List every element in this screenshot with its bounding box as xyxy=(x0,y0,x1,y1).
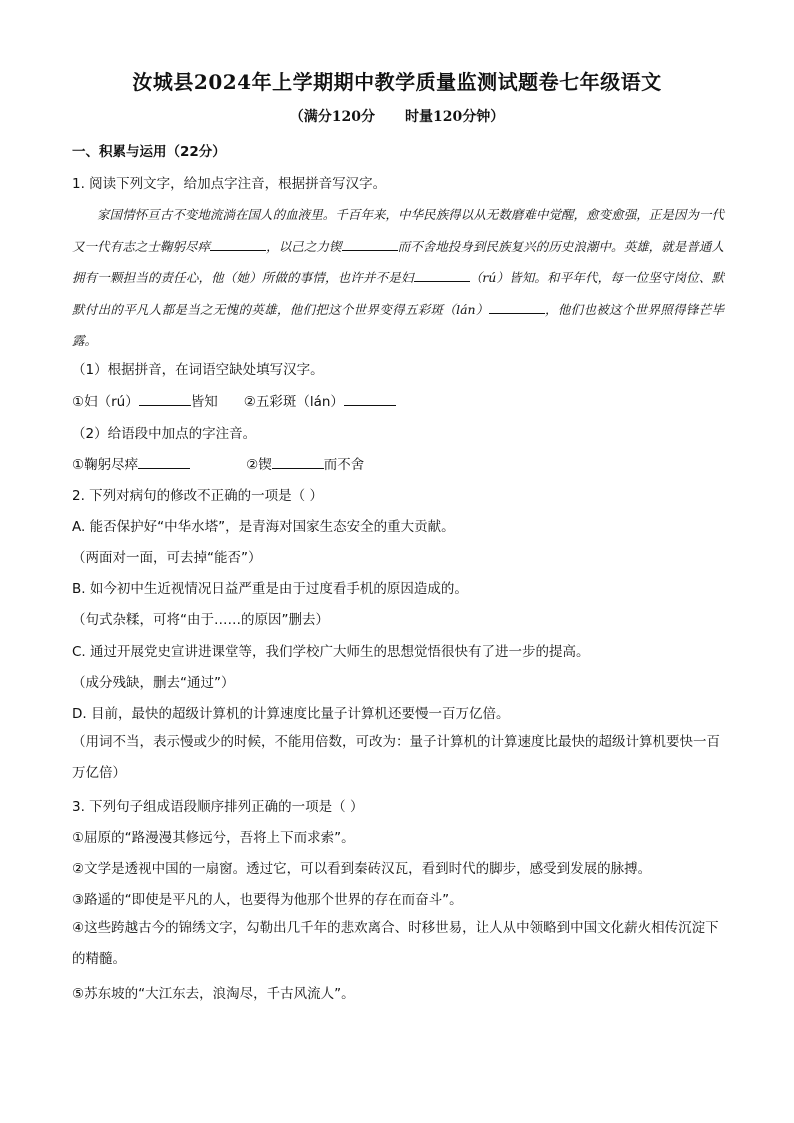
answer-blank[interactable] xyxy=(344,393,396,406)
q1-sub1-answers xyxy=(72,390,396,410)
passage-part-1: 家国情怀亘古不变地流淌在国人的血液里。千百年来，中华民族得以从无数磨难中觉醒，愈变愈强，正是因为一代又一代有志之士鞠躬尽瘁 xyxy=(72,207,724,254)
passage-part-5: ，他们也被这个世界照得锋芒毕露。 xyxy=(72,301,724,349)
passage-part-3: 而不舍地投身到民族复兴的历史浪潮中。英雄，就是普通人拥有一颗担当的责任心，他（她）所做的事情，也许并不是妇 xyxy=(72,238,724,286)
subtitle-time: 时量120分钟） xyxy=(405,109,505,125)
q2-option-d: D. 目前，最快的超级计算机的计算速度比量子计算机还要慢一百万亿倍。 xyxy=(72,706,510,722)
answer-blank[interactable] xyxy=(342,238,398,251)
q3-sentence-4: ④这些跨越古今的锦绣文字，勾勒出几千年的悲欢离合、时移世易，让人从中领略到中国文化薪火相传沉淀下的精髓。 xyxy=(72,920,719,967)
answer-blank[interactable] xyxy=(489,301,545,314)
q1-sub2: （2）给语段中加点的字注音。 xyxy=(72,426,257,442)
exam-title: 汝城县2024年上学期期中教学质量监测试题卷七年级语文 xyxy=(132,70,662,94)
q2-option-c-note: （成分残缺，删去“通过”） xyxy=(72,675,235,691)
answer-blank[interactable] xyxy=(210,238,266,251)
exam-subtitle xyxy=(0,106,794,126)
q1-sub2-answers xyxy=(72,453,364,473)
q1-stem: 1. 阅读下列文字，给加点字注音，根据拼音写汉字。 xyxy=(72,176,387,192)
q2-option-b-note: （句式杂糅，可将“由于……的原因”删去） xyxy=(72,612,329,628)
q3-sentence-2: ②文学是透视中国的一扇窗。透过它，可以看到秦砖汉瓦，看到时代的脚步，感受到发展的脉搏。 xyxy=(72,861,652,877)
passage-part-4: （rú）皆知。和平年代，每一位坚守岗位、默默付出的平凡人都是当之无愧的英雄，他们把这个世界变得五彩斑（lán） xyxy=(72,270,724,317)
q2-option-d-note: （用词不当，表示慢或少的时候，不能用倍数，可改为：量子计算机的计算速度比最快的超级计算机要快一百万亿倍） xyxy=(72,734,720,781)
subtitle-score: （满分120分 xyxy=(289,109,375,125)
answer-blank[interactable] xyxy=(272,456,324,469)
sub2-item-b-tail: 而不舍 xyxy=(323,457,365,473)
sub1-item-b: ②五彩斑（lán） xyxy=(243,394,344,410)
answer-blank[interactable] xyxy=(138,456,190,469)
answer-blank[interactable] xyxy=(414,269,470,282)
passage-part-2: ，以己之力锲 xyxy=(266,238,342,254)
q3-sentence-3: ③路遥的“即使是平凡的人，也要得为他那个世界的存在而奋斗”。 xyxy=(72,892,463,908)
q3-sentence-5: ⑤苏东坡的“大江东去，浪淘尽，千古风流人”。 xyxy=(72,986,355,1002)
q1-sub1: （1）根据拼音，在词语空缺处填写汉字。 xyxy=(72,362,324,378)
section-heading: 一、积累与运用（22分） xyxy=(72,144,226,160)
q2-option-b: B. 如今初中生近视情况日益严重是由于过度看手机的原因造成的。 xyxy=(72,581,468,597)
q3-sentence-1: ①屈原的“路漫漫其修远兮，吾将上下而求索”。 xyxy=(72,830,355,846)
sub1-item-a: ①妇（rú） xyxy=(72,394,139,410)
q2-option-c: C. 通过开展党史宣讲进课堂等，我们学校广大师生的思想觉悟很快有了进一步的提高。 xyxy=(72,644,590,660)
q1-passage xyxy=(72,199,724,357)
q2-stem: 2. 下列对病句的修改不正确的一项是（ ） xyxy=(72,488,323,504)
sub1-item-a-tail: 皆知 xyxy=(190,394,218,410)
sub2-item-a: ①鞠躬尽瘁 xyxy=(72,457,139,473)
sub2-item-b: ②锲 xyxy=(246,457,272,473)
q2-option-a: A. 能否保护好“中华水塔”，是青海对国家生态安全的重大贡献。 xyxy=(72,519,455,535)
q3-stem: 3. 下列句子组成语段顺序排列正确的一项是（ ） xyxy=(72,799,364,815)
q2-option-a-note: （两面对一面，可去掉“能否”） xyxy=(72,550,262,566)
answer-blank[interactable] xyxy=(139,393,191,406)
